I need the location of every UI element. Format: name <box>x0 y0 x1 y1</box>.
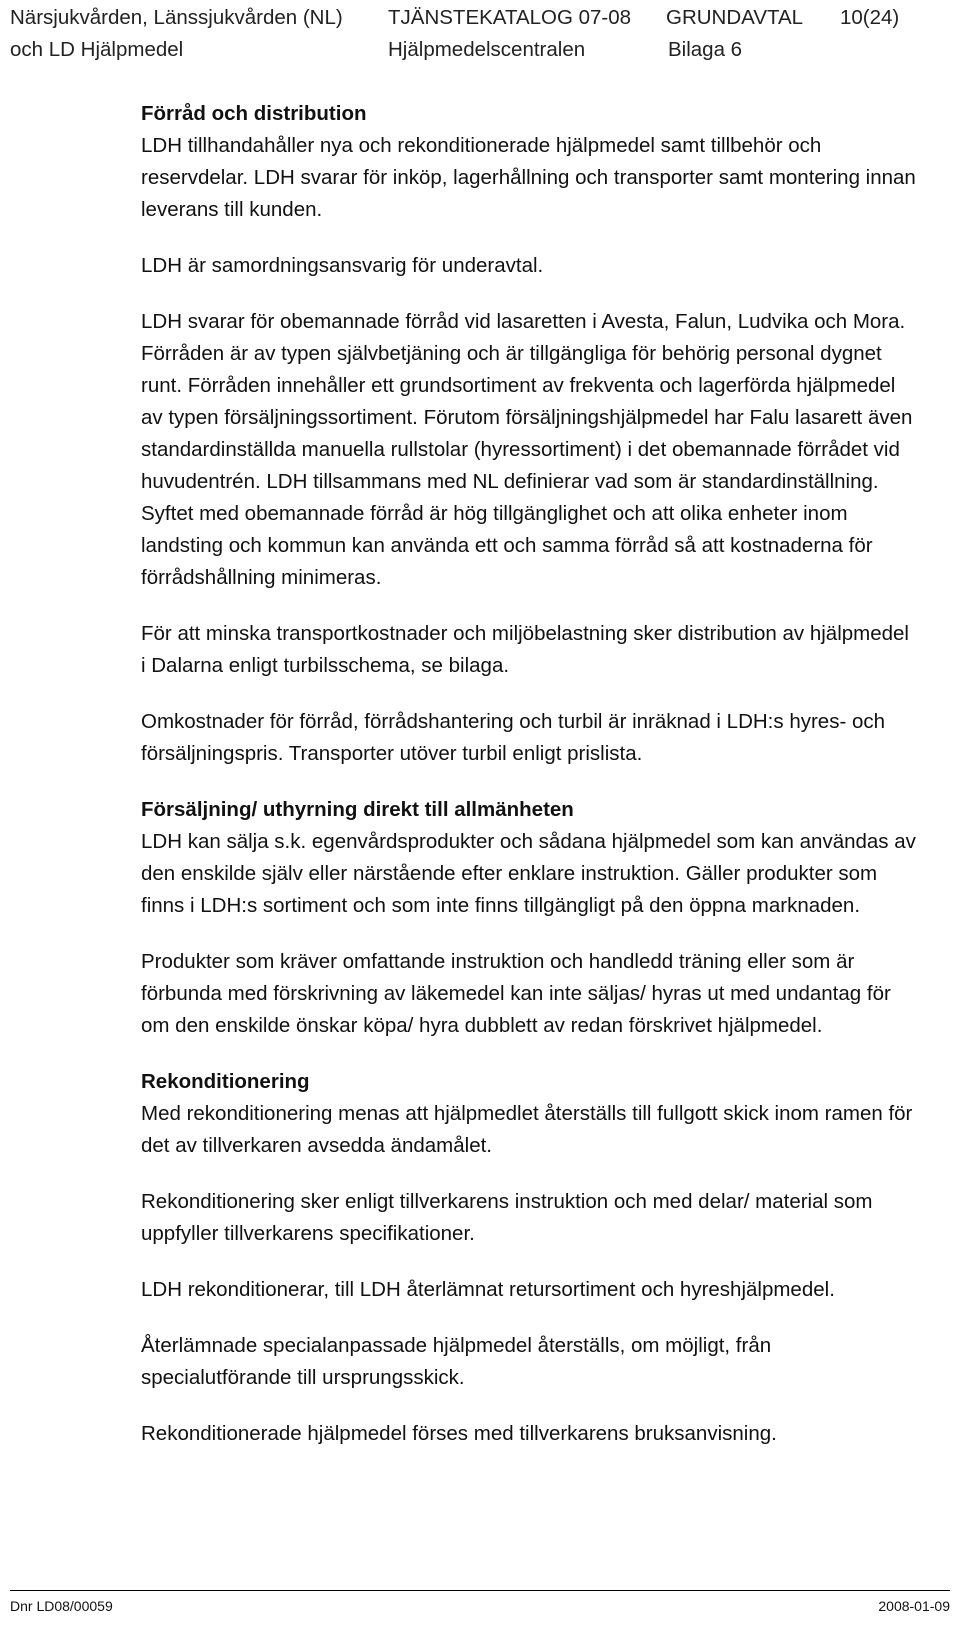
document-body <box>141 98 916 1474</box>
section-storage <box>141 98 916 770</box>
footer-divider <box>10 1590 950 1591</box>
paragraph: LDH tillhandahåller nya och rekonditionerade hjälpmedel samt tillbehör och reservdelar. LDH svarar för inköp, lagerhållning och transporter samt montering innan leverans till kunden. <box>141 134 916 221</box>
paragraph: LDH svarar för obemannade förråd vid lasaretten i Avesta, Falun, Ludvika och Mora. Förråden är av typen självbetjäning och är tillgängliga för behörig personal dygnet runt. Förråden innehåller ett grundsortiment av frekventa och lagerförda hjälpmedel av typen försäljningssortiment. Förutom försäljningshjälpmedel har Falu lasarett även standardinställda manuella rullstolar (hyressortiment) i det obemannade förrådet vid huvudentrén. LDH tillsammans med NL definierar vad som är standardinställning. Syftet med obemannade förråd är hög tillgänglighet och att olika enheter inom landsting och kommun kan använda ett och samma förråd så att kostnaderna för förrådshållning minimeras. <box>141 310 913 589</box>
header-appendix: Bilaga 6 <box>668 38 743 61</box>
paragraph: LDH kan sälja s.k. egenvårdsprodukter och sådana hjälpmedel som kan användas av den enskilde själv eller närstående efter enklare instruktion. Gäller produkter som finns i LDH:s sortiment och som inte finns tillgängligt på den öppna marknaden. <box>141 830 916 917</box>
paragraph: Rekonditionerade hjälpmedel förses med tillverkarens bruksanvisning. <box>141 1422 777 1445</box>
section-title-sales: Försäljning/ uthyrning direkt till allmänheten <box>141 798 574 821</box>
paragraph: Med rekonditionering menas att hjälpmedlet återställs till fullgott skick inom ramen för det av tillverkaren avsedda ändamålet. <box>141 1102 913 1157</box>
paragraph: Omkostnader för förråd, förrådshantering och turbil är inräknad i LDH:s hyres- och försäljningspris. Transporter utöver turbil enligt prislista. <box>141 710 886 765</box>
header-agreement: GRUNDAVTAL <box>666 6 804 29</box>
header-org: Närsjukvården, Länssjukvården (NL) <box>10 6 343 29</box>
paragraph: LDH är samordningsansvarig för underavtal. <box>141 254 544 277</box>
section-sales <box>141 794 916 1042</box>
footer-reference-number: Dnr LD08/00059 <box>10 1598 113 1614</box>
footer-date: 2008-01-09 <box>878 1598 950 1614</box>
paragraph: För att minska transportkostnader och miljöbelastning sker distribution av hjälpmedel i Dalarna enligt turbilsschema, se bilaga. <box>141 622 909 677</box>
section-title-recond: Rekonditionering <box>141 1070 310 1093</box>
header-page-number: 10(24) <box>840 6 900 29</box>
section-recond <box>141 1066 916 1450</box>
section-title-storage: Förråd och distribution <box>141 102 367 125</box>
paragraph: Rekonditionering sker enligt tillverkarens instruktion och med delar/ material som uppfyller tillverkarens specifikationer. <box>141 1190 873 1245</box>
header-department: Hjälpmedelscentralen <box>388 38 586 61</box>
paragraph: LDH rekonditionerar, till LDH återlämnat retursortiment och hyreshjälpmedel. <box>141 1278 835 1301</box>
header-catalog: TJÄNSTEKATALOG 07-08 <box>388 6 632 29</box>
paragraph: Återlämnade specialanpassade hjälpmedel återställs, om möjligt, från specialutförande till ursprungsskick. <box>141 1334 772 1389</box>
header-org-line2: och LD Hjälpmedel <box>10 38 184 61</box>
paragraph: Produkter som kräver omfattande instruktion och handledd träning eller som är förbunda med förskrivning av läkemedel kan inte säljas/ hyras ut med undantag för om den enskilde önskar köpa/ hyra dubblett av redan förskrivet hjälpmedel. <box>141 950 891 1037</box>
page-footer <box>10 1590 950 1614</box>
